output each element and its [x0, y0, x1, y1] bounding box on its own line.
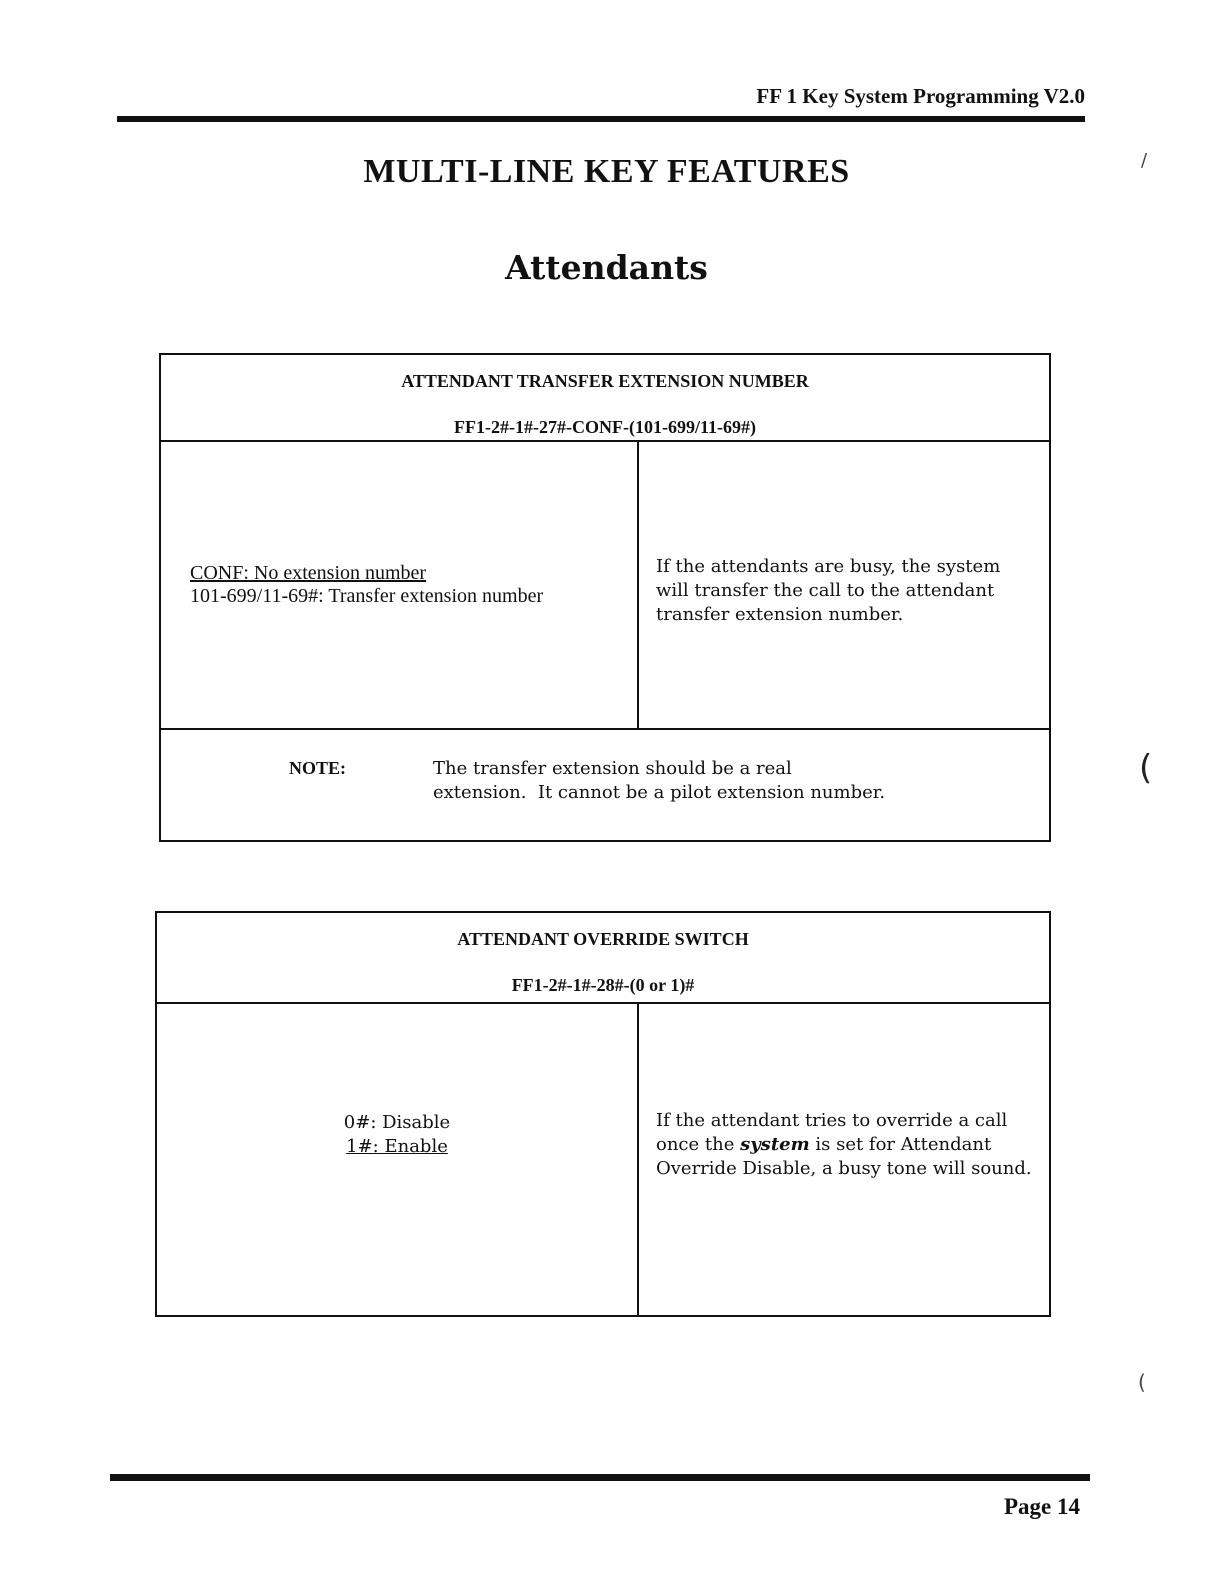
binder-mark: /	[1141, 150, 1148, 171]
option-enable: 1#: Enable	[346, 1136, 448, 1157]
attendant-transfer-box	[159, 353, 1051, 842]
document-header: FF 1 Key System Programming V2.0	[756, 84, 1085, 108]
header-rule	[117, 116, 1085, 122]
emphasis-system: system	[740, 1134, 810, 1155]
box-title: ATTENDANT TRANSFER EXTENSION NUMBER	[401, 371, 809, 391]
footer-rule	[110, 1474, 1090, 1481]
box-title: ATTENDANT OVERRIDE SWITCH	[457, 929, 749, 949]
box-header	[161, 355, 1049, 442]
program-code: FF1-2#-1#-28#-(0 or 1)#	[511, 975, 695, 995]
box-header	[157, 913, 1049, 1004]
option-disable: 0#: Disable	[343, 1112, 451, 1133]
option-extension-range: 101-699/11-69#: Transfer extension number	[190, 585, 544, 607]
section-title: MULTI-LINE KEY FEATURES	[363, 153, 850, 190]
description-cell	[639, 442, 1049, 730]
note-row	[161, 728, 1049, 840]
options-cell	[161, 442, 639, 730]
binder-mark: (	[1139, 748, 1153, 788]
note-line-2: extension. It cannot be a pilot extension number.	[433, 782, 886, 803]
note-line-1: The transfer extension should be a real	[433, 758, 792, 779]
description-text: If the attendants are busy, the system will transfer the call to the attendant transfer extension number.	[656, 556, 1001, 625]
subsection-title: Attendants	[505, 248, 708, 287]
option-conf: CONF: No extension number	[190, 562, 427, 584]
page-number: Page 14	[1003, 1494, 1080, 1519]
program-code: FF1-2#-1#-27#-CONF-(101-699/11-69#)	[454, 417, 756, 437]
note-label: NOTE:	[289, 758, 347, 778]
description-cell	[639, 1004, 1049, 1315]
binder-mark: (	[1138, 1370, 1146, 1394]
options-cell	[157, 1004, 639, 1315]
description-text: If the attendant tries to override a call once the system is set for Attendant Override Disable, a busy tone will sound.	[656, 1110, 1032, 1179]
attendant-override-box	[155, 911, 1051, 1317]
